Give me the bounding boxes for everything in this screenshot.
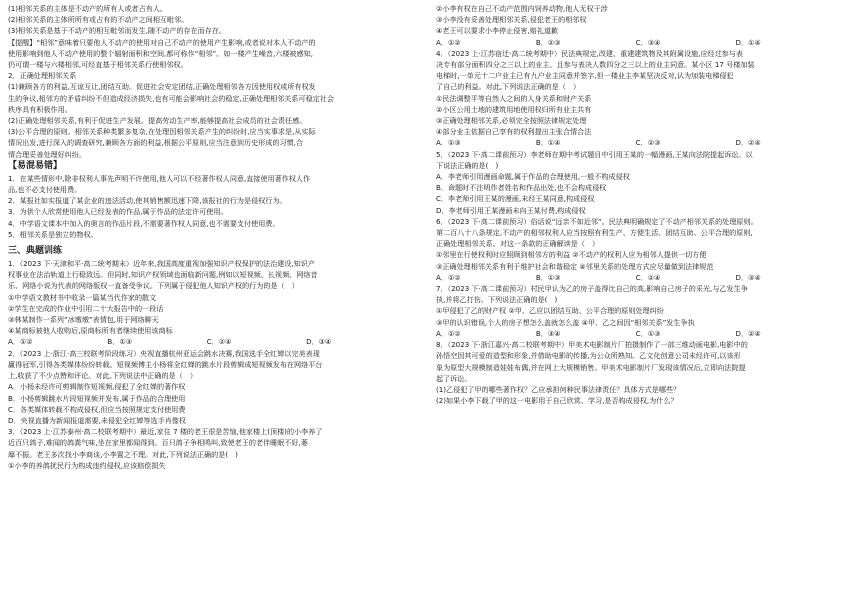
text-line: (1)相邻关系的主体是不动产的所有人或者占有人。 (8, 4, 168, 13)
answer-option: D．①④ (735, 37, 761, 47)
text-line: 电梯时,一单元十二户业主已有九户业主同意并签字,但一楼业主李某坚决反对,认为加装电梯侵犯 (436, 71, 734, 81)
question-7 (436, 283, 852, 328)
question-5 (436, 149, 852, 216)
text-line: C．李老师引用王某的漫画,未经王某同意,构成侵权 (436, 194, 595, 204)
answer-option: A．①② (436, 272, 461, 282)
text-line: (3)公平合理的原则。相邻关系种类繁多复杂,在处理因相邻关系产生的纠纷时,应当实事求是,从实际 (8, 127, 316, 137)
text-line: ②小区公用土地的建筑用地使用权归所有业主共有 (436, 104, 592, 114)
question-3 (8, 426, 422, 471)
answer-option: A．①② (8, 337, 33, 347)
text-line: 2．（2023 上·浙江·高三校联考阶段练习）央视直播杭州亚运会跳水决赛,我国选手全红婵以完美表现 (8, 348, 320, 358)
confuse-list (8, 173, 422, 240)
question-3-options (436, 37, 852, 48)
text-line: A．小杨未经许可剪辑制作短视频,侵犯了全红婵的著作权 (8, 382, 186, 392)
question-6-options (436, 272, 852, 283)
text-line: 3．（2023 上·江苏泰州·高二校联考期中）最近,家住 7 楼的老王很是苦恼,他家楼上(顶楼)的小李养了 (8, 427, 323, 437)
text-line: ④部分业主依据自己享有的权利提出主张合情合法 (436, 127, 592, 137)
text-line: 起了诉讼。 (436, 373, 472, 383)
answer-option: C．①③ (635, 328, 661, 338)
text-line: ④老王可以要求小李停止侵害,赔礼道歉 (436, 26, 559, 36)
question-3-continued (436, 3, 852, 37)
answer-option: B．①③ (107, 337, 133, 347)
text-line: 下说法正确的是( ) (436, 160, 499, 170)
text-line: ②小李有权在自己不动产范围内饲养动物,他人无权干涉 (436, 4, 608, 13)
text-line: 4．中学语文课本中加入的奥言的作品片段,不需要著作权人同意,也不需要支付使用费。 (8, 218, 280, 228)
text-line: ①民法调整平等自然人之间的人身关系和财产关系 (436, 93, 592, 103)
left-column (8, 3, 422, 471)
text-line: 生的争议,相邻方的矛盾纠纷不但造成经济损失,也有可能会影响社会的稳定,正确处理相邻关系可稳定社会 (8, 93, 334, 103)
text-line: 第二百八十八条规定,不动产的相邻权利人应当按照有利生产、方便生活、团结互助、公平合理的原则, (436, 228, 753, 238)
text-line: ③正确处理相邻关系,必须完全按照法律规定处理 (436, 116, 587, 126)
answer-option: B．③④ (535, 328, 561, 338)
text-line: B．小杨剪辑跳水片段短视频并发布,属于作品的合理使用 (8, 393, 186, 403)
text-line: ①小李的养鸽扰民行为构成违约侵权,应该赔偿损失 (8, 460, 166, 470)
text-line: 决专有部分面积四分之三以上的业主、且参与表决人数四分之三以上的业主同意。某小区 17 号楼加装 (436, 60, 755, 70)
text-line: ③正确处理相邻关系有利于维护社会和谐稳定 ④邻里关系的处理方式应尽量做到法律规范 (436, 261, 714, 271)
text-line: B．命题时不注明作者姓名和作品出处,也不会构成侵权 (436, 183, 607, 193)
text-line: (2)正确处理相邻关系,有利于促进生产发展。提高劳动生产率,能够提高社会成员的社会责任感。 (8, 116, 307, 126)
question-8 (436, 339, 852, 406)
text-line: 靡不振。老王多次找小李商谈,小李置之不理。对此,下列说法正确的是( ) (8, 449, 238, 459)
text-line: 情合理妥善处理好纠纷。 (8, 149, 87, 159)
text-line: (3)相邻关系是基于不动产的相互毗邻而发生,随不动产的存在而存在。 (8, 26, 227, 36)
question-6 (436, 216, 852, 283)
answer-option: C．③④ (635, 37, 661, 47)
text-line: 孙悟空因其可爱的造型和形象,并借助电影的传播,为公众所熟知。乙文化创意公司未经许可,以该形 (436, 351, 741, 361)
answer-option: C．②③ (635, 138, 661, 148)
question-1-options (8, 336, 422, 347)
text-line: ①中学语文教材书中收录一篇某当代作家的散文 (8, 292, 157, 302)
answer-option: D．②④ (735, 138, 761, 148)
text-line: 1．在某些情形中,除非权利人事先声明不许使用,他人可以不经著作权人同意,直接使用著作权人作 (8, 173, 311, 183)
text-line: 2．某报社如实报道了某企业的违法活动,使其销售额迅速下降,该报社的行为是侵权行为。 (8, 196, 287, 206)
text-line: ①甲侵犯了乙的财产权 ②甲、乙应以团结互助、公平合理的原则处理纠纷 (436, 306, 664, 316)
question-4 (436, 48, 852, 138)
answer-option: D．③④ (306, 337, 332, 347)
text-line: ④某商标被他人收购后,原商标所有者继续使用该商标 (8, 326, 173, 336)
text-line: 3．为供个人欣赏使用他人已经发表的作品,属于作品的法定许可使用。 (8, 207, 228, 217)
answer-option: D．③④ (735, 272, 761, 282)
text-line: 使用影响到他人不动产使用的整个辐射面积和空间,都可称作“相邻”。如一楼产生噪音,六楼被感知, (8, 48, 313, 58)
answer-option: B．①④ (535, 138, 561, 148)
text-line: 执,并将乙打伤。下列说法正确的是( ) (436, 295, 558, 305)
text-line: 5．（2023 下·高二课前预习）李老师在期中考试题目中引用王某的一幅漫画,王某向法院提起诉讼。以 (436, 149, 753, 159)
text-line: ①邻里在行使权利时应照顾到相邻方的利益 ②不动产的权利人应为相邻人提供一切方便 (436, 250, 707, 260)
answer-option: D．②④ (735, 328, 761, 338)
text-line: ③甲的认识错误,个人的房子想怎么盖就怎么盖 ④甲、乙之间因“相邻关系”发生争执 (436, 317, 695, 327)
text-line: 权事业在法治轨道上行稳致远。但同时,知识产权领域也面临新问题,例如以短视频、长视频、网络音 (8, 270, 318, 280)
answer-option: C．②④ (206, 337, 232, 347)
answer-option: A．①③ (436, 138, 461, 148)
text-line: ③林某制作一系列“冰墩墩”表情包,用于网络聊天 (8, 315, 159, 325)
question-2 (8, 348, 422, 426)
text-line: (2)如果小李下载了甲的这一电影用于自己欣赏、学习,是否构成侵权,为什么？ (436, 396, 678, 406)
text-line: A．李老师引用漫画命题,属于作品的合理使用,一般不构成侵权 (436, 172, 630, 182)
text-line: ②学生在完成的作业中引用二十大报告中的一段话 (8, 303, 164, 313)
text-line: D．李老师引用王某漫画未向王某付费,构成侵权 (436, 205, 586, 215)
text-line: 赢得冠军,引得各类媒体纷纷转载。短视频博主小杨将全红婵的跳水片段剪辑成短视频发布在网络平台 (8, 359, 323, 369)
text-line: 4．（2023 上·江苏宿迁·高二统考期中）民法典规定,改建、重建建筑物及其附属设施,应经过参与表 (436, 48, 743, 58)
text-line: (1)乙侵犯了甲的哪些著作权？乙应承担何种民事法律责任？具体方式是哪些？ (436, 384, 681, 394)
text-line: ③小李没有妥善处理相邻关系,侵犯老王的相邻权 (436, 15, 587, 25)
text-line: 7．（2023 下·高二课前预习）村民甲认为乙的房子盖得比自己的高,影响自己房子的采光,与乙发生争 (436, 284, 748, 294)
text-line: (1)兼顾各方的利益,互谅互让,团结互助。促进社会安定团结,正确处理相邻各方因使用权或所有权发 (8, 82, 316, 92)
text-line: 情况出发,进行深入的调查研究,兼顾各方面的利益,根据公平原则,应当注意到历史形成的习惯,合 (8, 138, 304, 148)
text-line: 1．（2023 下·天津和平·高二统考期末）近年来,我国高度重视加强知识产权保护的法治建设,知识产 (8, 259, 315, 269)
text-line: 乐、网络小说为代表的网络版权一直备受争议。下列属于侵犯他人知识产权的行为的是（ ） (8, 281, 299, 291)
text-line: 正确处理相邻关系。对这一条款的正确解读是（ ） (436, 239, 600, 249)
answer-option: B．①③ (535, 272, 561, 282)
text-line: 象为原型大规模制造娃娃布偶,并在网上大规模销售。甲美术电影制片厂发现该情况后,立即向法院提 (436, 362, 746, 372)
text-line: 仍可谓一楼与六楼相邻,可经直基于相邻关系行使相邻权。 (8, 60, 188, 70)
text-line: 2．正确处理相邻关系 (8, 71, 77, 81)
question-4-options (436, 137, 852, 148)
answer-option: C．②④ (635, 272, 661, 282)
text-line: 上,收获了不少点赞和评论。对此,下列说法中正确的是（ ） (8, 371, 197, 381)
text-line: C．各类媒体转载不构成侵权,但应当按照规定支付使用费 (8, 404, 186, 414)
text-line: 6．（2023 下·高二课前预习）俗话说“远亲不如近邻”。民法典明确规定了不动产相邻关系的处理原则。 (436, 216, 758, 226)
question-1 (8, 258, 422, 336)
answer-option: A．①② (436, 37, 461, 47)
text-line: D．央视直播为新闻报道需要,未侵犯全红婵等选手肖像权 (8, 415, 186, 425)
text-line: (2)相邻关系的主体所所有或占有的不动产之间相互毗邻。 (8, 15, 189, 25)
text-line: 8．（2023 下·浙江嘉兴·高二校联考期中）甲美术电影制片厂拍摄制作了一部三维动画电影,电影中的 (436, 340, 748, 350)
text-line: 秩序具有积极作用。 (8, 104, 72, 114)
right-column (436, 3, 852, 406)
text-line: 【提醒】“相邻”意味着只要他人不动产的使用对自己不动产的使用产生影响,或者说对本人不动产的 (8, 37, 316, 47)
confuse-heading: 【易混易错】 (8, 160, 63, 171)
text-line: 了自己的利益。对此,下列说法正确的是（ ） (436, 82, 581, 92)
section-heading: 三、典题训练 (8, 246, 63, 257)
text-line: 品,也不必支付使用费。 (8, 185, 82, 195)
text-line: 5．相邻关系是独立的物权。 (8, 229, 98, 239)
answer-option: B．②③ (535, 37, 561, 47)
question-7-options (436, 328, 852, 339)
text-line: 近百只鸽子,难闻的鸽粪气味,坐在家里都闻得到。百只鸽子争相鸣叫,致使老王的老伴睡眠不好,萎 (8, 438, 308, 448)
neighbor-relation-notes (8, 3, 422, 160)
answer-option: A．①② (436, 328, 461, 338)
